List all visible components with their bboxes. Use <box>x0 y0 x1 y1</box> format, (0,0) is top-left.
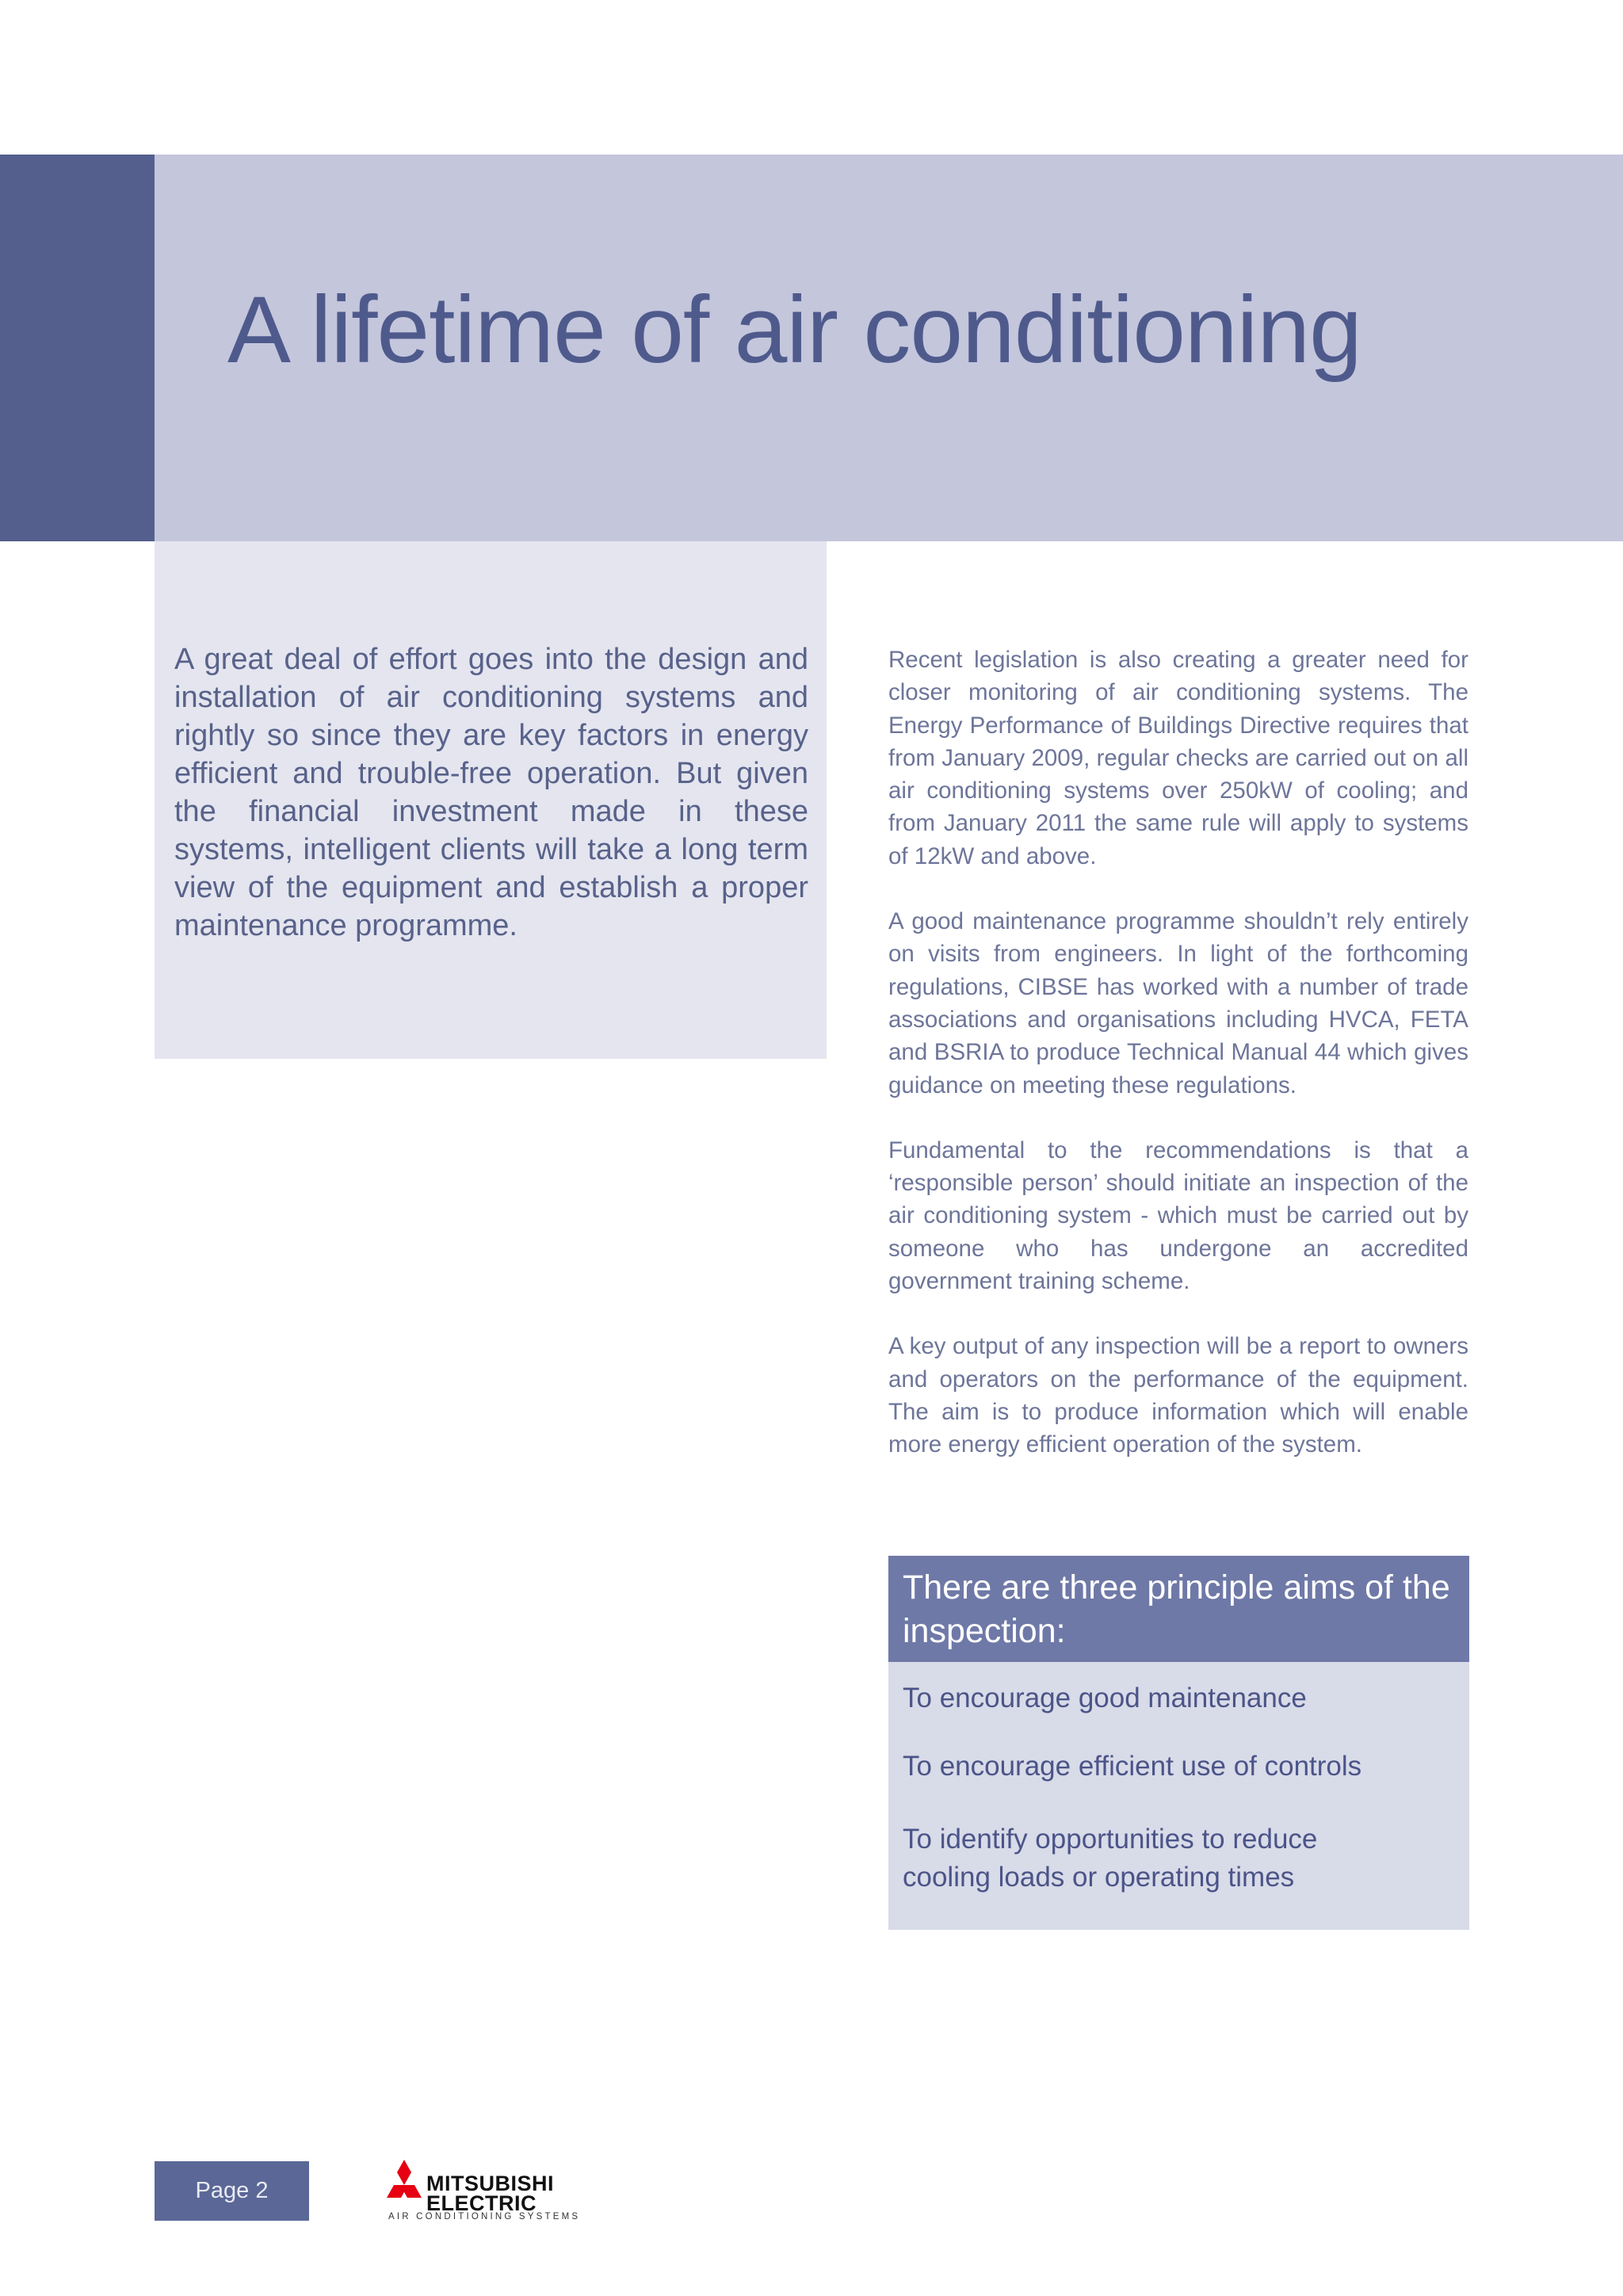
aims-list <box>888 1679 1469 1897</box>
body-column <box>888 644 1468 1494</box>
body-paragraph-responsible-person: Fundamental to the recommendations is that a ‘responsible person’ should initiate an inspection of the air conditioning system - which must be carried out by someone who has undergone an accredited government training scheme. <box>888 1137 1468 1295</box>
aim-item: To identify opportunities to reduce cooling loads or operating times <box>903 1824 1318 1893</box>
page-title: A lifetime of air conditioning <box>227 277 1361 383</box>
body-paragraph-legislation: Recent legislation is also creating a greater need for closer monitoring of air conditioning systems. The Energy Performance of Buildings Directive requires that from January 2009, regular checks are carried out on all air conditioning systems over 250kW of cooling; and from January 2011 the same rule will apply to systems of 12kW and above. <box>888 647 1468 869</box>
intro-paragraph: A great deal of effort goes into the design and installation of air conditioning systems and rightly so since they are key factors in energy efficient and trouble-free operation. But given the financial investment made in these systems, intelligent clients will take a long term view of the equipment and establish a proper maintenance programme. <box>174 643 808 942</box>
body-paragraph-report: A key output of any inspection will be a report to owners and operators on the performance of the equipment. The aim is to produce information which will enable more energy efficient operation of the system. <box>888 1333 1468 1458</box>
brand-name: MITSUBISHI ELECTRIC <box>426 2172 555 2215</box>
aim-item: To encourage good maintenance <box>903 1683 1307 1713</box>
aim-item: To encourage efficient use of controls <box>903 1751 1362 1782</box>
body-paragraph-maintenance: A good maintenance programme shouldn’t rely entirely on visits from engineers. In light of the forthcoming regulations, CIBSE has worked with a number of trade associations and organisations including HVCA, FETA and BSRIA to produce Technical Manual 44 which gives guidance on meeting these regulations. <box>888 908 1468 1098</box>
brand-tagline: AIR CONDITIONING SYSTEMS <box>388 2212 581 2222</box>
page-number-tab: Page 2 <box>155 2161 309 2221</box>
aims-box <box>888 1556 1469 1930</box>
header-accent-bar <box>0 155 155 541</box>
aims-heading: There are three principle aims of the inspection: <box>888 1556 1469 1662</box>
